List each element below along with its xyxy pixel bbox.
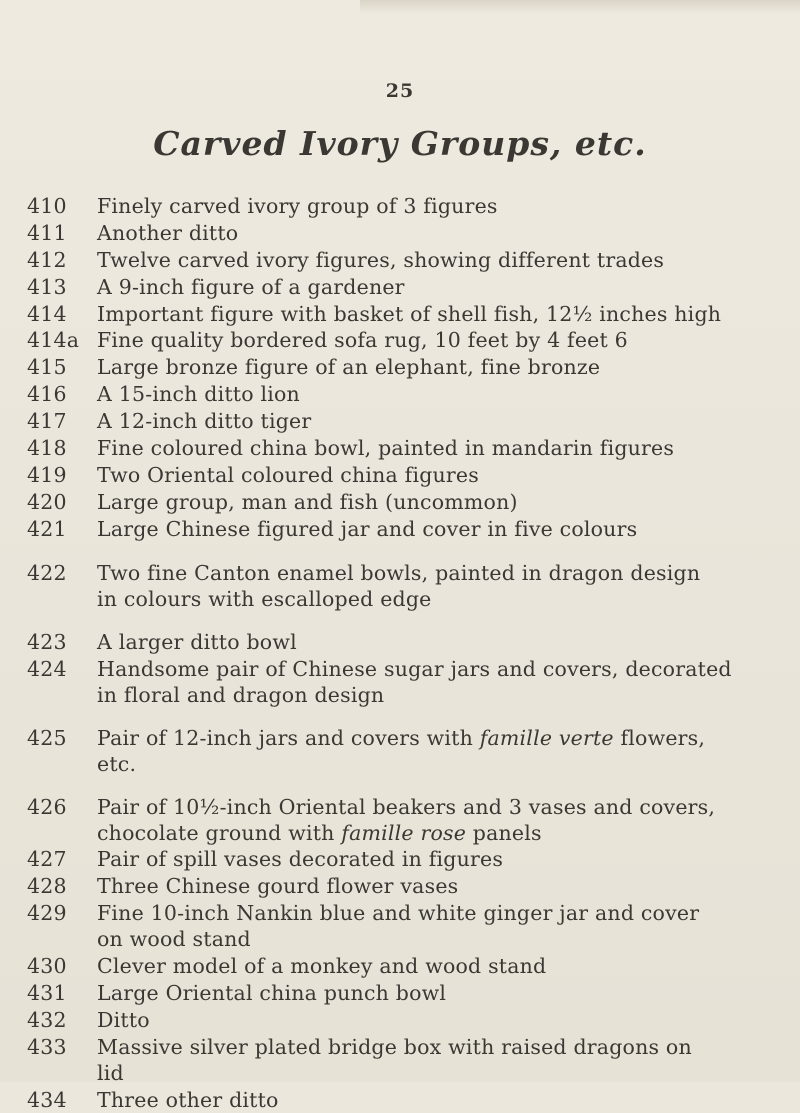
lot-entry xyxy=(0,953,800,979)
lot-description-text: Twelve carved ivory figures, showing different trades xyxy=(97,247,665,272)
lot-entry xyxy=(0,220,800,246)
lot-description xyxy=(97,408,769,434)
lot-number: 421 xyxy=(27,516,67,541)
lot-description xyxy=(97,327,769,353)
lot-entry xyxy=(0,193,800,219)
lot-description-text: Finely carved ivory group of 3 figures xyxy=(97,194,498,218)
lot-entry xyxy=(0,873,800,899)
lot-description xyxy=(97,656,769,708)
lot-number: 420 xyxy=(27,489,67,514)
lot-number: 424 xyxy=(27,656,67,681)
lot-entry xyxy=(0,725,800,777)
lot-description xyxy=(97,980,769,1006)
lot-number: 434 xyxy=(27,1087,67,1112)
lot-description xyxy=(97,725,769,777)
lot-entry xyxy=(0,354,800,380)
lot-entry xyxy=(0,408,800,434)
lot-description-text: Pair of spill vases decorated in figures xyxy=(97,847,504,872)
lot-description xyxy=(97,873,769,899)
lot-entry xyxy=(0,629,800,655)
lot-entry xyxy=(0,900,800,952)
lot-description-text: Fine quality bordered sofa rug, 10 feet by 4 feet 6 xyxy=(97,328,628,353)
lot-number: 430 xyxy=(27,954,67,979)
lot-description xyxy=(97,220,769,246)
lot-number: 413 xyxy=(27,274,67,299)
lot-number: 423 xyxy=(27,629,67,654)
lot-entry xyxy=(0,560,800,612)
lot-description-text: A 15-inch ditto lion xyxy=(97,382,300,407)
lot-entry xyxy=(0,846,800,872)
lot-entry xyxy=(0,247,800,273)
lot-description-text: A larger ditto bowl xyxy=(97,629,297,654)
lot-description xyxy=(97,794,769,846)
lot-description-text: Large Chinese figured jar and cover in five colours xyxy=(97,516,638,541)
lot-number: 417 xyxy=(27,409,67,434)
lot-description-text: Large bronze figure of an elephant, fine bronze xyxy=(97,355,601,380)
lot-description-text: Important figure with basket of shell fish, 12½ inches high xyxy=(97,301,722,326)
lot-description xyxy=(97,489,769,515)
lot-description xyxy=(97,381,769,407)
lot-number: 415 xyxy=(27,355,67,380)
lot-number: 433 xyxy=(27,1034,67,1059)
lot-number: 414 xyxy=(27,301,67,326)
lot-description xyxy=(97,435,769,461)
page-number: 25 xyxy=(385,80,415,102)
lot-entry xyxy=(0,1007,800,1033)
lot-entry xyxy=(0,1087,800,1113)
lot-description-text: Massive silver plated bridge box with raised dragons on lid xyxy=(97,1034,692,1085)
lot-description-text: panels xyxy=(466,820,542,845)
lot-number: 426 xyxy=(27,794,67,819)
lot-description-italic: famille verte xyxy=(479,725,614,750)
lot-number: 410 xyxy=(27,194,67,218)
lot-description xyxy=(97,247,769,273)
lot-number: 412 xyxy=(27,247,67,272)
lot-description xyxy=(97,274,769,300)
lot-description xyxy=(97,629,769,655)
lot-entry xyxy=(0,301,800,327)
lot-description xyxy=(97,1007,769,1033)
lot-description-text: Two fine Canton enamel bowls, painted in dragon design in colours with escalloped edge xyxy=(97,560,701,611)
lot-description-text: flowers, etc. xyxy=(97,725,706,776)
lot-number: 432 xyxy=(27,1007,67,1032)
lot-description xyxy=(97,1034,769,1086)
lot-entry xyxy=(0,794,800,846)
lot-entry xyxy=(0,516,800,542)
lot-entry xyxy=(0,1034,800,1086)
lot-number: 428 xyxy=(27,874,67,899)
lot-description-text: Three Chinese gourd flower vases xyxy=(97,874,459,899)
lot-description xyxy=(97,1087,769,1113)
lot-list xyxy=(0,193,800,1113)
lot-number: 419 xyxy=(27,462,67,487)
lot-entry xyxy=(0,274,800,300)
lot-description-text: Fine 10-inch Nankin blue and white ginger jar and cover on wood stand xyxy=(97,901,700,952)
lot-description-italic: famille rose xyxy=(341,820,467,845)
lot-number: 427 xyxy=(27,847,67,872)
lot-description-text: Fine coloured china bowl, painted in mandarin figures xyxy=(97,436,675,461)
lot-entry xyxy=(0,435,800,461)
lot-number: 431 xyxy=(27,981,67,1006)
lot-description-text: Pair of 12-inch jars and covers with xyxy=(97,725,480,750)
lot-description xyxy=(97,846,769,872)
lot-description-text: Three other ditto xyxy=(97,1087,279,1112)
lot-entry xyxy=(0,327,800,353)
lot-entry xyxy=(0,980,800,1006)
lot-description-text: Handsome pair of Chinese sugar jars and covers, decorated in floral and dragon design xyxy=(97,656,732,707)
lot-description-text: A 12-inch ditto tiger xyxy=(97,409,312,434)
lot-description xyxy=(97,301,769,327)
lot-description xyxy=(97,516,769,542)
lot-description-text: Large group, man and fish (uncommon) xyxy=(97,489,518,514)
section-heading: Carved Ivory Groups, etc. xyxy=(153,124,647,163)
lot-number: 416 xyxy=(27,382,67,407)
lot-number: 414a xyxy=(27,328,80,353)
lot-entry xyxy=(0,489,800,515)
lot-description xyxy=(97,953,769,979)
lot-number: 422 xyxy=(27,560,67,585)
lot-entry xyxy=(0,656,800,708)
lot-description-text: A 9-inch figure of a gardener xyxy=(97,274,405,299)
lot-description-text: Pair of 10½-inch Oriental beakers and 3 vases and covers, chocolate ground with xyxy=(97,794,716,845)
lot-description-text: Two Oriental coloured china figures xyxy=(97,462,479,487)
lot-number: 425 xyxy=(27,725,67,750)
lot-entry xyxy=(0,381,800,407)
lot-description-text: Clever model of a monkey and wood stand xyxy=(97,954,547,979)
page-edge-shadow xyxy=(360,0,800,14)
lot-number: 418 xyxy=(27,436,67,461)
lot-description xyxy=(97,900,769,952)
lot-number: 429 xyxy=(27,901,67,926)
lot-description xyxy=(97,462,769,488)
lot-description xyxy=(97,560,769,612)
lot-entry xyxy=(0,462,800,488)
lot-description xyxy=(97,193,769,219)
lot-number: 411 xyxy=(27,220,67,245)
lot-description xyxy=(97,354,769,380)
lot-description-text: Ditto xyxy=(97,1007,150,1032)
lot-description-text: Another ditto xyxy=(97,220,239,245)
lot-description-text: Large Oriental china punch bowl xyxy=(97,981,447,1006)
